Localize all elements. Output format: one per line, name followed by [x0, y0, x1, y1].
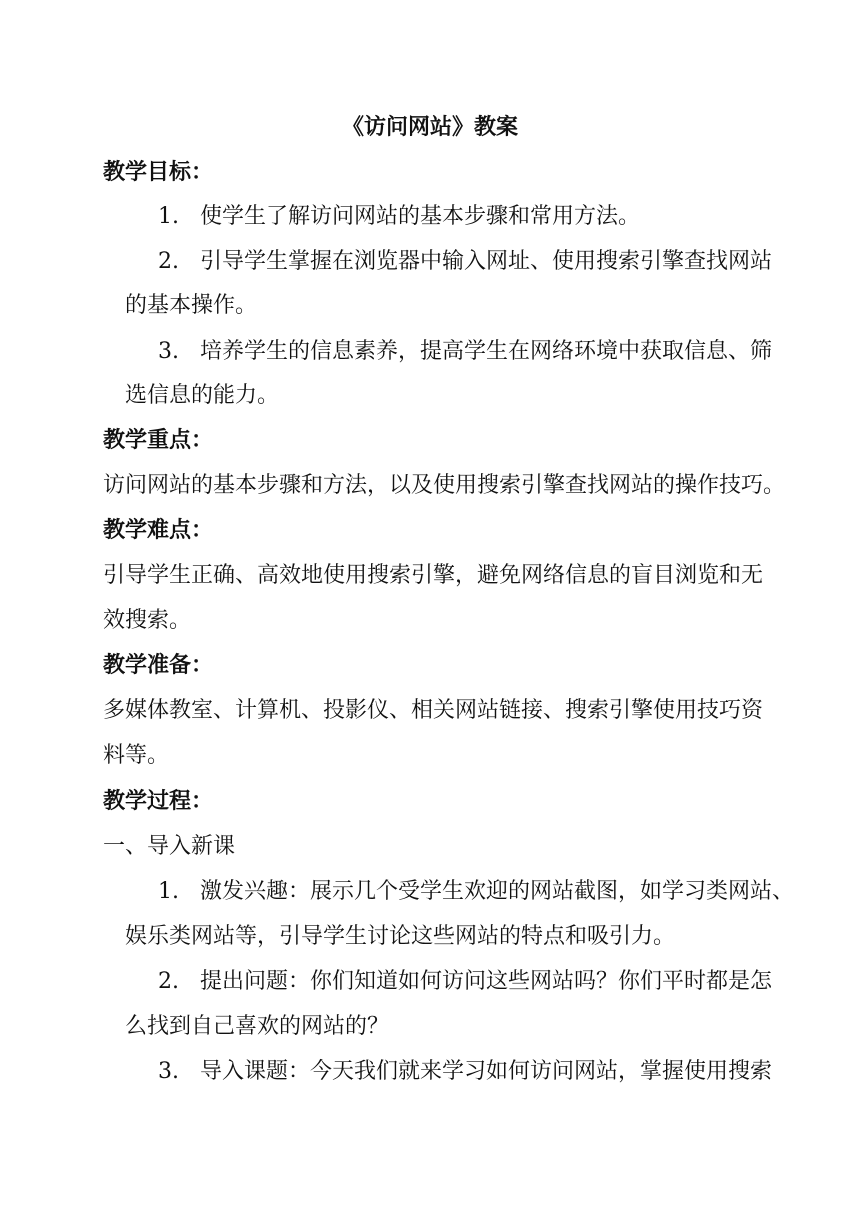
process-item-1 [158, 877, 798, 907]
process-item-1-text: 激发兴趣：展示几个受学生欢迎的网站截图，如学习类网站、 [200, 879, 795, 904]
process-item-2-text: 提出问题：你们知道如何访问这些网站吗？你们平时都是怎 [200, 969, 773, 994]
section-heading-preparation: 教学准备： [103, 653, 214, 678]
objective-item-1-number: 1. [158, 204, 179, 229]
key-points-text: 访问网站的基本步骤和方法，以及使用搜索引擎查找网站的操作技巧。 [103, 473, 786, 498]
section-heading-key-points: 教学重点： [103, 428, 214, 453]
section-heading-objectives: 教学目标： [103, 160, 214, 185]
objective-item-3-text: 培养学生的信息素养，提高学生在网络环境中获取信息、筛 [200, 339, 773, 364]
process-item-2-continuation: 么找到自己喜欢的网站的？ [125, 1014, 390, 1039]
objective-item-3 [158, 337, 798, 367]
objective-item-2-continuation: 的基本操作。 [125, 293, 258, 318]
process-subheading-intro: 一、导入新课 [103, 834, 236, 859]
objective-item-2-number: 2. [158, 249, 179, 274]
process-item-3-number: 3. [158, 1059, 179, 1084]
objective-item-1-text: 使学生了解访问网站的基本步骤和常用方法。 [200, 204, 641, 229]
process-item-2 [158, 967, 798, 997]
objective-item-3-continuation: 选信息的能力。 [125, 383, 280, 408]
section-heading-difficulties: 教学难点： [103, 518, 214, 543]
objective-item-2-text: 引导学生掌握在浏览器中输入网址、使用搜索引擎查找网站 [200, 249, 773, 274]
section-heading-process: 教学过程： [103, 789, 214, 814]
process-item-1-continuation: 娱乐类网站等，引导学生讨论这些网站的特点和吸引力。 [125, 924, 676, 949]
page-title: 《访问网站》教案 [341, 115, 518, 140]
difficulties-text-line-1: 引导学生正确、高效地使用搜索引擎，避免网络信息的盲目浏览和无 [103, 563, 764, 588]
preparation-text-line-2: 料等。 [103, 743, 170, 768]
objective-item-2 [158, 247, 798, 277]
process-item-3 [158, 1057, 798, 1087]
preparation-text-line-1: 多媒体教室、计算机、投影仪、相关网站链接、搜索引擎使用技巧资 [103, 698, 764, 723]
objective-item-3-number: 3. [158, 339, 179, 364]
difficulties-text-line-2: 效搜索。 [103, 608, 192, 633]
process-item-2-number: 2. [158, 969, 179, 994]
process-item-1-number: 1. [158, 879, 179, 904]
objective-item-1 [158, 202, 798, 232]
process-item-3-text: 导入课题：今天我们就来学习如何访问网站，掌握使用搜索 [200, 1059, 773, 1084]
